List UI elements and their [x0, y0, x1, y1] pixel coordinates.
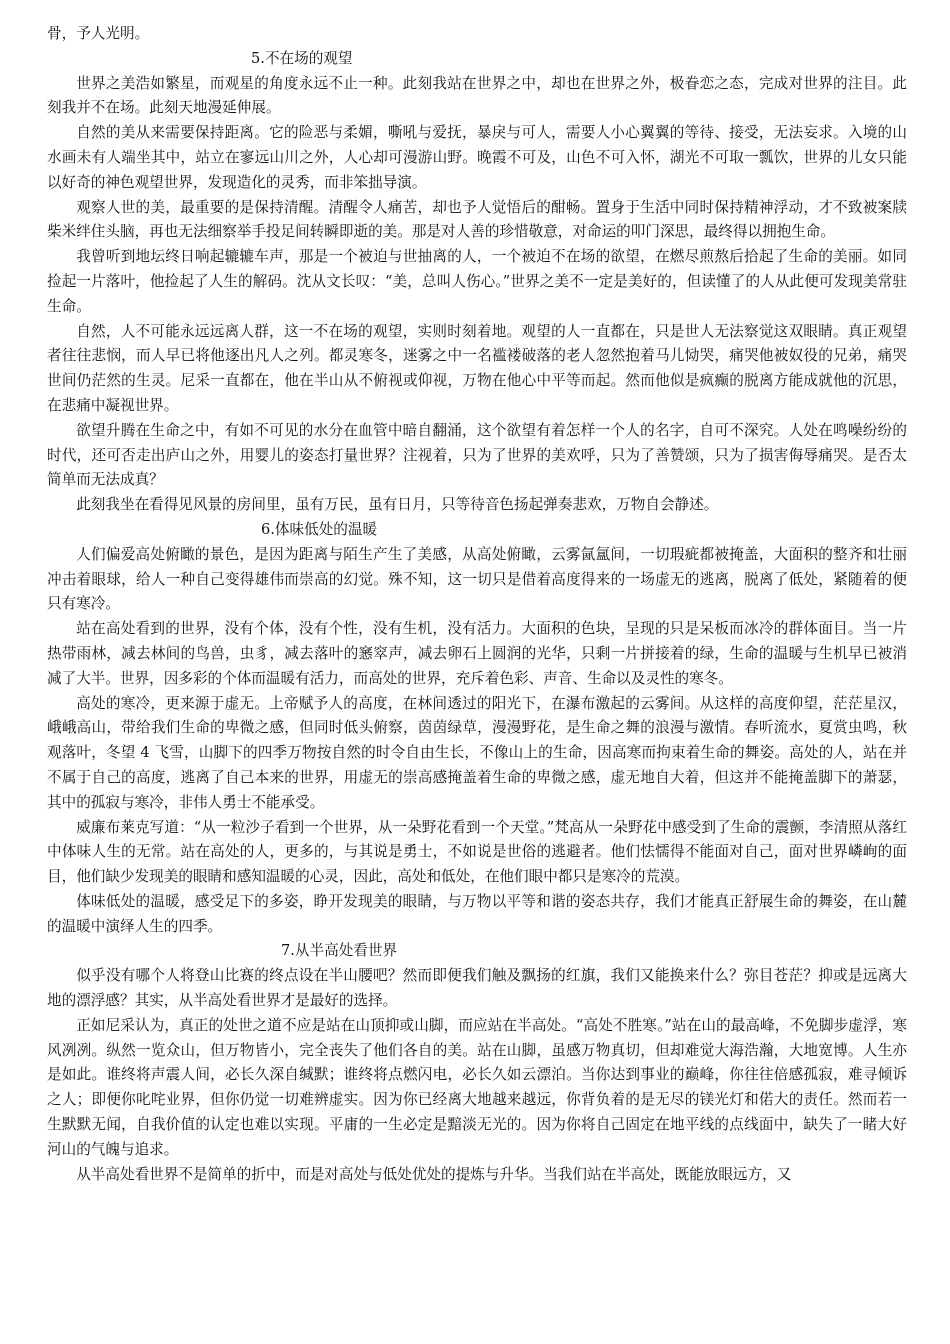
paragraph: 世界之美浩如繁星，而观星的角度永远不止一种。此刻我站在世界之中，却也在世界之外，极眷恋之态，完成对世界的注目。此刻我并不在场。此刻天地漫延伸展。 [47, 74, 907, 117]
paragraph: 从半高处看世界不是简单的折中，而是对高处与低处优处的提炼与升华。当我们站在半高处，既能放眼远方，又 [76, 1165, 792, 1183]
paragraph: 高处的寒冷，更来源于虚无。上帝赋予人的高度，在林间透过的阳光下，在瀑布激起的云雾间。从这样的高度仰望，茫茫星汉，峨峨高山，带给我们生命的卑微之感，但同时低头俯察，茵茵绿草，漫漫野花，是生命之舞的浪漫与激情。春听流水，夏赏虫鸣，秋观落叶，冬望 4 飞雪，山脚下的四季万物按自然的时令自由生长，不像山上的生命，因高寒而拘束着生命的舞姿。高处的人，站在并不属于自己的高度，逃离了自己本来的世界，用虚无的崇高感掩盖着生命的卑微之感，虚无地自大着，但这并不能掩盖脚下的萧瑟，其中的孤寂与寒冷，非伟人勇士不能承受。 [47, 694, 907, 811]
paragraph: 观察人世的美，最重要的是保持清醒。清醒令人痛苦，却也予人觉悟后的酣畅。置身于生活中同时保持精神浮动，才不致被案牍柴米绊住头脑，再也无法细察举手投足间转瞬即逝的美。那是对人善的珍惜敬意，对命运的叩门深思，最终得以拥抱生命。 [47, 198, 907, 241]
section-heading-5: 5.不在场的观望 [251, 49, 353, 67]
paragraph: 站在高处看到的世界，没有个体，没有个性，没有生机，没有活力。大面积的色块，呈现的只是呆板而冰冷的群体面目。当一片热带雨林，减去林间的鸟兽，虫豸，减去落叶的窸窣声，减去卵石上圆润的光华，只剩一片拼接着的绿，生命的温暖与生机早已被消减了大半。世界，因多彩的个体而温暖有活力，而高处的世界，充斥着色彩、声音、生命以及灵性的寒冬。 [47, 620, 907, 687]
paragraph: 威廉布莱克写道：“从一粒沙子看到一个世界，从一朵野花看到一个天堂。”梵高从一朵野花中感受到了生命的震颤，李清照从落红中体味人生的无常。站在高处的人，更多的，与其说是勇士，不如说是世俗的逃避者。他们怯懦得不能面对自己，面对世界嶙峋的面目，他们缺少发现美的眼睛和感知温暖的心灵，因此，高处和低处，在他们眼中都只是寒冷的荒漠。 [47, 818, 907, 886]
section-heading-7: 7.从半高处看世界 [281, 942, 398, 960]
paragraph: 自然的美从来需要保持距离。它的险恶与柔媚，嘶吼与爱抚，暴戾与可人，需要人小心翼翼的等待、接受，无法妄求。入境的山水画未有人端坐其中，站立在寥远山川之外，人心却可漫游山野。晚霞不可及，山色不可入怀，湖光不可取一瓢饮，世界的儿女只能以好奇的神色观望世界，发现造化的灵秀，而非笨拙导演。 [47, 124, 907, 191]
paragraph: 正如尼采认为，真正的处世之道不应是站在山顶抑或山脚，而应站在半高处。“高处不胜寒。”站在山的最高峰，不免脚步虚浮，寒风冽冽。纵然一览众山，但万物皆小，完全丧失了他们各自的美。站在山脚，虽感万物真切，但却难觉大海浩瀚，大地宽博。人生亦是如此。谁终将声震人间，必长久深自缄默；谁终将点燃闪电，必长久如云漂泊。当你达到事业的巅峰，你往往倍感孤寂，难寻倾诉之人；即便你叱咤业界，但你仍觉一切难辨虚实。因为你已经离大地越来越远，你背负着的是无尽的镁光灯和偌大的责任。然而若一生默默无闻，自我价值的认定也难以实现。平庸的一生必定是黯淡无光的。因为你将自己固定在地平线的点线面中，缺失了一睹大好河山的气魄与追求。 [47, 1016, 907, 1158]
paragraph: 我曾听到地坛终日响起辘辘车声，那是一个被迫与世抽离的人，一个被迫不在场的欲望，在燃尽煎熬后拾起了生命的美丽。如同捡起一片落叶，他捡起了人生的解码。沈从文长叹：“美，总叫人伤心。”世界之美不一定是美好的，但读懂了的人从此便可发现美常驻生命。 [47, 248, 907, 315]
paragraph: 此刻我坐在看得见风景的房间里，虽有万民，虽有日月，只等待音色扬起弹奏悲欢，万物自会静述。 [76, 496, 719, 514]
section-heading-6: 6.体味低处的温暖 [261, 520, 378, 538]
paragraph: 人们偏爱高处俯瞰的景色，是因为距离与陌生产生了美感，从高处俯瞰，云雾氤氲间，一切瑕疵都被掩盖，大面积的整齐和壮丽冲击着眼球，给人一种自己变得雄伟而崇高的幻觉。殊不知，这一切只是借着高度得来的一场虚无的逃离，脱离了低处，紧随着的便只有寒冷。 [47, 545, 907, 613]
paragraph: 体味低处的温暖，感受足下的多姿，睁开发现美的眼睛，与万物以平等和谐的姿态共存，我们才能真正舒展生命的舞姿，在山麓的温暖中演绎人生的四季。 [47, 892, 907, 935]
paragraph: 自然，人不可能永远远离人群，这一不在场的观望，实则时刻着地。观望的人一直都在，只是世人无法察觉这双眼睛。真正观望者往往悲悯，而人早已将他逐出凡人之列。都灵寒冬，迷雾之中一名褴褛破落的老人忽然抱着马儿恸哭，痛哭他被奴役的兄弟，痛哭世间仍茫然的生灵。尼采一直都在，他在半山从不俯视或仰视，万物在他心中平等而起。然而他似是疯癫的脱离方能成就他的沉思，在悲痛中凝视世界。 [47, 322, 907, 414]
paragraph: 欲望升腾在生命之中，有如不可见的水分在血管中暗自翻涌，这个欲望有着怎样一个人的名字，自可不深究。人处在鸣噪纷纷的时代，还可否走出庐山之外，用婴儿的姿态打量世界？注视着，只为了世界的美欢呼，只为了善赞颂，只为了损害侮辱痛哭。是否太简单而无法成真？ [47, 421, 907, 489]
document-page [47, 22, 907, 1187]
paragraph: 似乎没有哪个人将登山比赛的终点设在半山腰吧？然而即便我们触及飘扬的红旗，我们又能换来什么？弥目苍茫？抑或是远离大地的漂浮感？其实，从半高处看世界才是最好的选择。 [47, 967, 907, 1010]
paragraph: 骨，予人光明。 [47, 25, 150, 42]
